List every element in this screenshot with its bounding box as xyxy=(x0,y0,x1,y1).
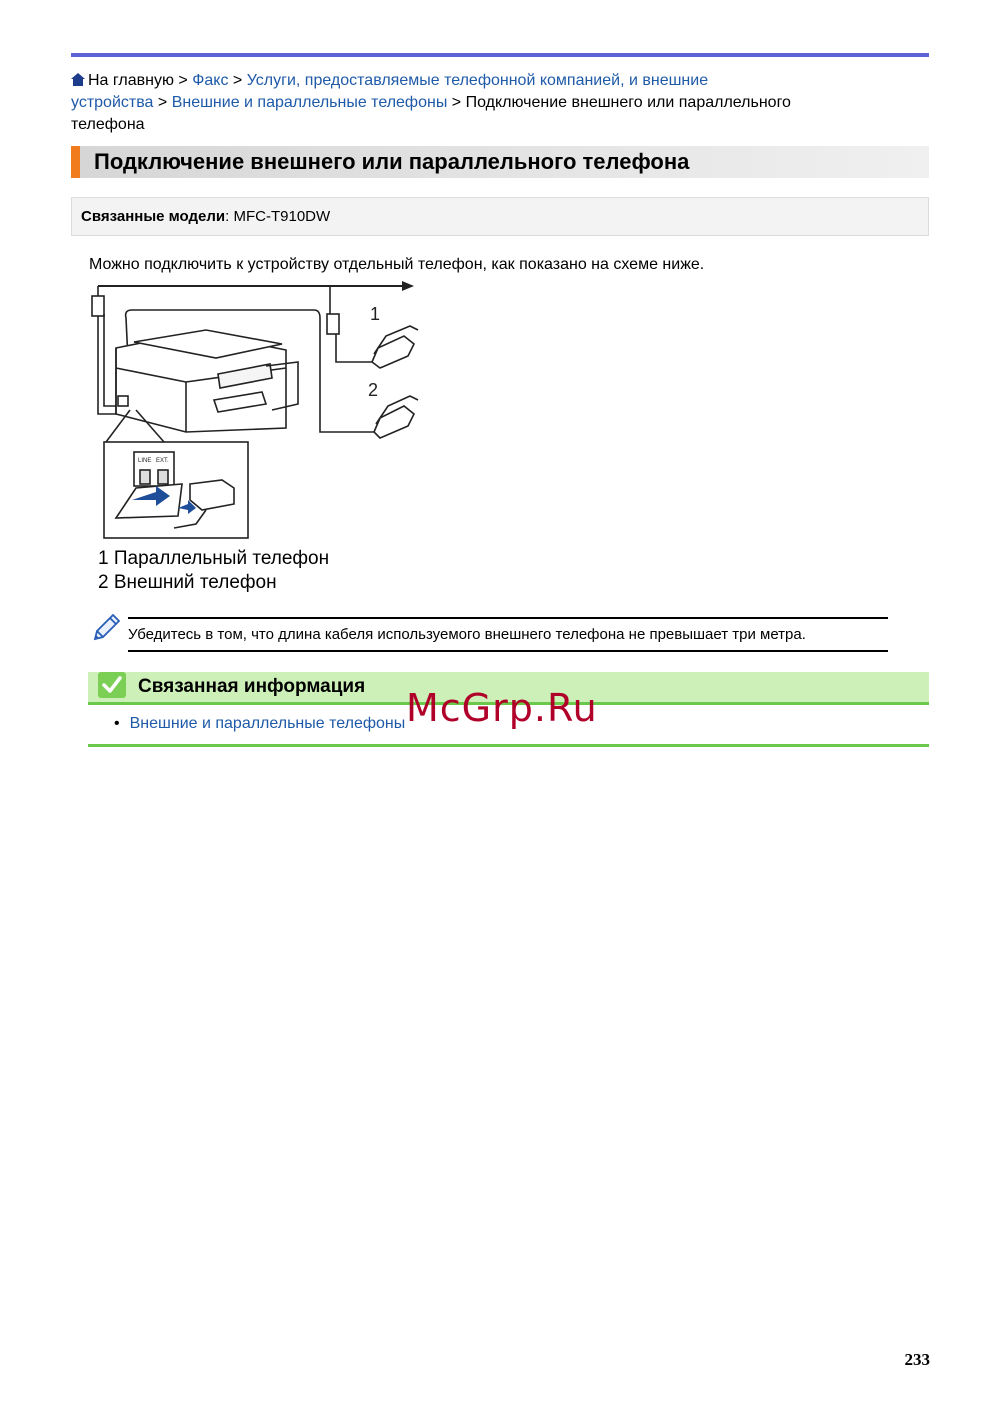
title-accent xyxy=(71,146,80,178)
related-link-ext-phones[interactable]: Внешние и параллельные телефоны xyxy=(129,715,406,732)
breadcrumb-separator: > xyxy=(157,94,168,111)
related-models-box: Связанные модели: MFC-T910DW xyxy=(71,197,929,236)
port-line-label: LINE xyxy=(138,458,152,464)
callout-1-label: 1 xyxy=(370,304,381,324)
port-ext-label: EXT. xyxy=(156,458,169,464)
title-bar xyxy=(71,146,929,178)
breadcrumb-separator: > xyxy=(451,94,462,111)
home-icon[interactable] xyxy=(71,73,85,86)
models-label: Связанные модели xyxy=(81,208,226,225)
related-info-list xyxy=(114,713,405,735)
breadcrumb xyxy=(71,70,901,136)
breadcrumb-separator: > xyxy=(178,72,188,89)
note-text: Убедитесь в том, что длина кабеля используемого внешнего телефона не превышает три метра. xyxy=(128,626,806,643)
legend-item-2: 2 Внешний телефон xyxy=(98,572,277,593)
page-number: 233 xyxy=(904,1350,930,1369)
checkmark-icon xyxy=(97,671,127,699)
models-value: MFC-T910DW xyxy=(233,208,331,225)
note-box xyxy=(128,617,888,652)
callout-2-label: 2 xyxy=(368,380,379,400)
top-rule xyxy=(71,53,929,57)
breadcrumb-ext-phones-link[interactable]: Внешние и параллельные телефоны xyxy=(171,94,448,111)
related-info-title: Связанная информация xyxy=(138,676,366,697)
breadcrumb-services-line2[interactable]: устройства xyxy=(71,94,154,111)
breadcrumb-services-line1[interactable]: Услуги, предоставляемые телефонной компанией, и внешние xyxy=(246,72,709,89)
breadcrumb-fax-link[interactable]: Факс xyxy=(192,72,229,89)
page-title: Подключение внешнего или параллельного телефона xyxy=(94,149,690,174)
breadcrumb-separator: > xyxy=(232,72,243,89)
pencil-icon xyxy=(91,611,123,643)
breadcrumb-current-line2: телефона xyxy=(71,116,145,133)
watermark: McGrp.Ru xyxy=(406,686,598,730)
list-bullet: • xyxy=(114,715,120,732)
breadcrumb-current-line1: Подключение внешнего или параллельного xyxy=(465,94,791,111)
breadcrumb-home[interactable]: На главную xyxy=(88,72,174,89)
related-info-bottom-rule xyxy=(88,744,929,747)
intro-text: Можно подключить к устройству отдельный телефон, как показано на схеме ниже. xyxy=(89,256,705,273)
connection-diagram xyxy=(86,278,426,543)
diagram-legend xyxy=(98,547,329,595)
legend-item-1: 1 Параллельный телефон xyxy=(98,548,330,569)
